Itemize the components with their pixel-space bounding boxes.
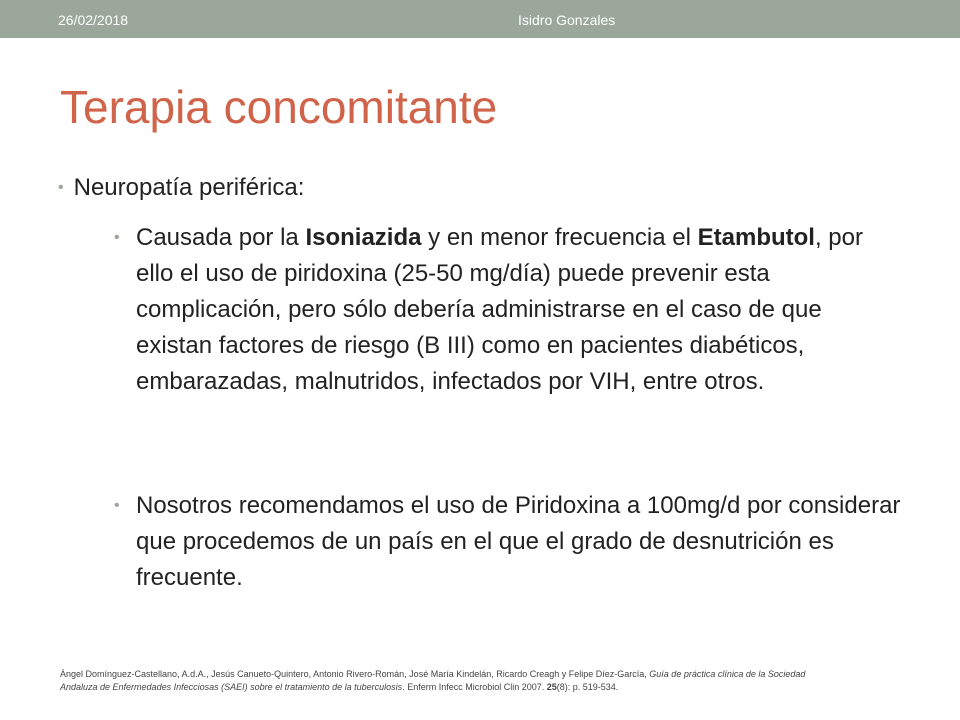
reference-title: Guía de práctica clínica de la Sociedad Andaluza de Enfermedades Infecciosas (SAEI) sobre el tratamiento de la tuberculosis (60, 669, 806, 692)
sub-bullet-recomendacion (114, 488, 904, 596)
bullet-dot-icon: • (114, 497, 120, 514)
sub-bullet-causa (114, 220, 904, 400)
text-segment: y en menor frecuencia el (421, 224, 698, 251)
reference-volume: 25 (546, 682, 557, 692)
sub-bullet-text: Nosotros recomendamos el uso de Piridoxina a 100mg/d por considerar que procedemos de un país en el que el grado de desnutrición es frecuente. (136, 492, 901, 591)
sub-bullet-text (136, 220, 904, 400)
text-segment: Causada por la (136, 224, 306, 251)
text-segment: , por ello el uso de piridoxina (25-50 mg/día) puede prevenir esta complicación, pero sólo debería administrarse en el caso de que existan factores de riesgo (B III) como en pacientes diabéticos, embarazadas, malnutridos, infectados por VIH, entre otros. (136, 224, 863, 395)
drug-etambutol: Etambutol (697, 224, 815, 251)
slide-date: 26/02/2018 (58, 12, 129, 28)
header-bar (0, 0, 960, 38)
slide-author: Isidro Gonzales (518, 12, 616, 28)
bullet-dot-icon: • (114, 229, 120, 246)
reference-citation (60, 668, 840, 694)
reference-journal: . Enferm Infecc Microbiol Clin 2007. (402, 682, 547, 692)
bullet-dot-icon: • (58, 179, 64, 196)
bullet-neuropatia (58, 174, 304, 202)
slide-title: Terapia concomitante (60, 81, 498, 133)
drug-isoniazida: Isoniazida (305, 224, 422, 251)
reference-authors: Ángel Domínguez-Castellano, A.d.A., Jesús Canueto-Quintero, Antonio Rivero-Román, José María Kindelán, Ricardo Creagh y Felipe Díez-García, (60, 669, 650, 679)
bullet-text: Neuropatía periférica: (73, 174, 305, 201)
reference-pages: (8): p. 519-534. (556, 682, 619, 692)
